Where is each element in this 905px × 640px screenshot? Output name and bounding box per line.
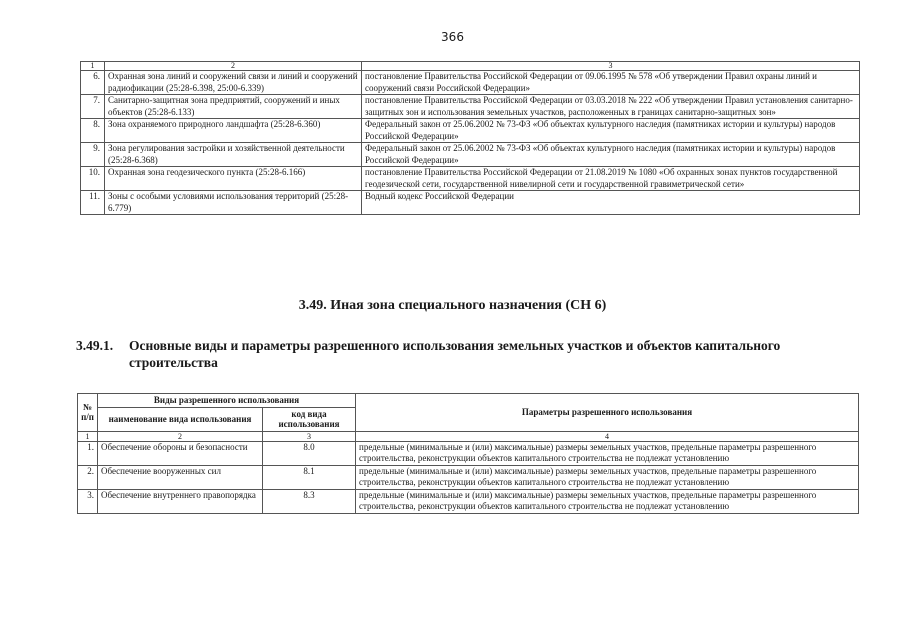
table-row	[81, 95, 860, 119]
table-row	[78, 489, 859, 513]
table-header-row	[78, 394, 859, 408]
legal-basis: Водный кодекс Российской Федерации	[362, 191, 860, 215]
zone-name: Охранная зона геодезического пункта (25:28-6.166)	[105, 167, 362, 191]
row-number: 7.	[81, 95, 105, 119]
legal-basis: постановление Правительства Российской Федерации от 03.03.2018 № 222 «Об утверждении Правил установления санитарно-защитных зон и использования земельных участков, расположенных в границах санитарно-защитных зон»	[362, 95, 860, 119]
use-name: Обеспечение внутреннего правопорядка	[98, 489, 263, 513]
section-title: 3.49. Иная зона специального назначения (СН 6)	[298, 298, 607, 313]
row-number: 8.	[81, 119, 105, 143]
page-number: 366	[441, 30, 464, 44]
table-row	[78, 465, 859, 489]
table-row	[81, 191, 860, 215]
zones-table	[80, 61, 860, 215]
legal-basis: Федеральный закон от 25.06.2002 № 73-ФЗ «Об объектах культурного наследия (памятниках истории и культуры) народов Российской Федерации»	[362, 143, 860, 167]
header-use-code: код вида использования	[263, 407, 356, 431]
use-parameters: предельные (минимальные и (или) максимальные) размеры земельных участков, предельные параметры разрешенного строительства, реконструкции объектов капитального строительства не подлежат установлению	[356, 441, 859, 465]
subsection-title: Основные виды и параметры разрешенного использования земельных участков и объектов капитального строительства	[129, 338, 781, 370]
column-index: 1	[81, 62, 105, 71]
use-code: 8.3	[263, 489, 356, 513]
table-row	[81, 167, 860, 191]
column-index: 2	[98, 431, 263, 441]
column-index: 4	[356, 431, 859, 441]
table-row	[78, 441, 859, 465]
row-number: 10.	[81, 167, 105, 191]
use-name: Обеспечение обороны и безопасности	[98, 441, 263, 465]
legal-basis: постановление Правительства Российской Федерации от 21.08.2019 № 1080 «Об охранных зонах пунктов государственной геодезической сети, государственной нивелирной сети и государственной гравиметрической сети»	[362, 167, 860, 191]
header-use-name: наименование вида использования	[98, 407, 263, 431]
table-row	[81, 119, 860, 143]
header-use-types: Виды разрешенного использования	[98, 394, 356, 408]
column-index: 2	[105, 62, 362, 71]
subsection-number: 3.49.1.	[76, 338, 114, 353]
row-number: 2.	[78, 465, 98, 489]
row-number: 9.	[81, 143, 105, 167]
table-header-row	[81, 62, 860, 71]
table-row	[81, 71, 860, 95]
row-number: 11.	[81, 191, 105, 215]
zone-name: Зона охраняемого природного ландшафта (25:28-6.360)	[105, 119, 362, 143]
use-code: 8.1	[263, 465, 356, 489]
zone-name: Зона регулирования застройки и хозяйственной деятельности (25:28-6.368)	[105, 143, 362, 167]
header-row-number: № п/п	[78, 394, 98, 432]
column-index: 1	[78, 431, 98, 441]
zone-name: Охранная зона линий и сооружений связи и линий и сооружений радиофикации (25:28-6.398, 25:00-6.339)	[105, 71, 362, 95]
table-row	[81, 143, 860, 167]
row-number: 1.	[78, 441, 98, 465]
legal-basis: постановление Правительства Российской Федерации от 09.06.1995 № 578 «Об утверждении Правил охраны линий и сооружений связи Российской Федерации»	[362, 71, 860, 95]
column-index: 3	[362, 62, 860, 71]
zone-name: Санитарно-защитная зона предприятий, сооружений и иных объектов (25:28-6.133)	[105, 95, 362, 119]
use-name: Обеспечение вооруженных сил	[98, 465, 263, 489]
row-number: 3.	[78, 489, 98, 513]
zone-name: Зоны с особыми условиями использования территорий (25:28-6.779)	[105, 191, 362, 215]
use-parameters: предельные (минимальные и (или) максимальные) размеры земельных участков, предельные параметры разрешенного строительства, реконструкции объектов капитального строительства не подлежат установлению	[356, 465, 859, 489]
subsection-heading	[76, 337, 866, 371]
table-index-row	[78, 431, 859, 441]
use-parameters: предельные (минимальные и (или) максимальные) размеры земельных участков, предельные параметры разрешенного строительства, реконструкции объектов капитального строительства не подлежат установлению	[356, 489, 859, 513]
row-number: 6.	[81, 71, 105, 95]
header-parameters: Параметры разрешенного использования	[356, 394, 859, 432]
use-code: 8.0	[263, 441, 356, 465]
legal-basis: Федеральный закон от 25.06.2002 № 73-ФЗ «Об объектах культурного наследия (памятниках истории и культуры) народов Российской Федерации»	[362, 119, 860, 143]
column-index: 3	[263, 431, 356, 441]
permitted-uses-table	[77, 393, 859, 514]
